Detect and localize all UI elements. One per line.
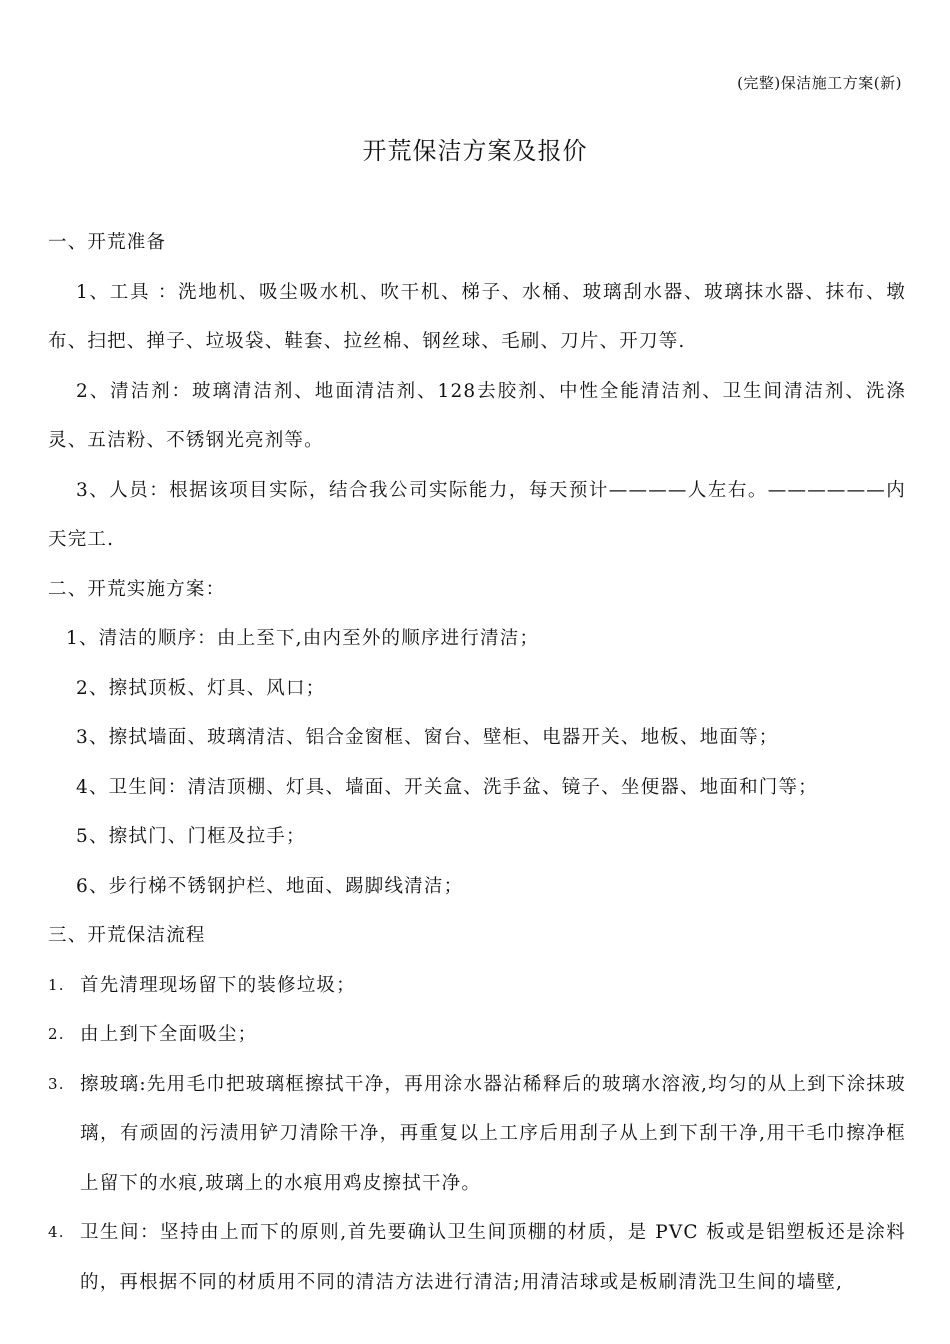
list-item: 6、步行梯不锈钢护栏、地面、踢脚线清洁； (76, 875, 464, 897)
list-item: 2、擦拭顶板、灯具、风口； (76, 677, 326, 699)
item-text: 卫生间：坚持由上而下的原则,首先要确认卫生间顶棚的材质，是 PVC 板或是铝塑板还是涂料的，再根据不同的材质用不同的清洁方法进行清洁;用清洁球或是板刷清洗卫生间的墙壁, (80, 1222, 906, 1293)
item-text: 由上到下全面吸尘； (80, 1024, 258, 1045)
numbered-item (48, 1010, 906, 1060)
section-heading-2: 二、开荒实施方案： (48, 578, 226, 600)
paragraph-staff: 3、人员：根据该项目实际，结合我公司实际能力，每天预计————人左右。——————内天完工. (48, 479, 906, 550)
item-number: 3. (48, 1074, 65, 1093)
item-text: 擦玻璃:先用毛巾把玻璃框擦拭干净，再用涂水器沾稀释后的玻璃水溶液,均匀的从上到下涂抹玻璃，有顽固的污渍用铲刀清除干净，再重复以上工序后用刮子从上到下刮干净,用干毛巾擦净框上留下的水痕,玻璃上的水痕用鸡皮擦拭干净。 (80, 1073, 906, 1194)
item-number: 4. (48, 1223, 65, 1241)
numbered-item (48, 1208, 906, 1307)
numbered-item (48, 961, 906, 1011)
section-heading-1: 一、开荒准备 (48, 232, 167, 253)
paragraph-tools: 1、工具 ：洗地机、吸尘吸水机、吹干机、梯子、水桶、玻璃刮水器、玻璃抹水器、抹布、墩布、扫把、掸子、垃圾袋、鞋套、拉丝棉、钢丝球、毛刷、刀片、开刀等. (48, 281, 906, 352)
document-body (48, 218, 906, 1307)
list-item: 5、擦拭门、门框及拉手； (76, 826, 306, 847)
list-item: 3、擦拭墙面、玻璃清洁、铝合金窗框、窗台、壁柜、电器开关、地板、地面等； (76, 727, 779, 748)
running-header: (完整)保洁施工方案(新) (737, 74, 902, 92)
list-item: 4、卫生间：清洁顶棚、灯具、墙面、开关盒、洗手盆、镜子、坐便器、地面和门等； (76, 776, 818, 798)
item-number: 1. (48, 975, 65, 994)
page-title: 开荒保洁方案及报价 (362, 137, 588, 165)
item-text: 首先清理现场留下的装修垃圾； (80, 974, 356, 996)
numbered-item (48, 1060, 906, 1209)
section-heading-3: 三、开荒保洁流程 (48, 925, 206, 946)
item-number: 2. (48, 1025, 65, 1043)
list-item: 1、清洁的顺序：由上至下,由内至外的顺序进行清洁； (66, 628, 540, 649)
paragraph-cleaners: 2、清洁剂：玻璃清洁剂、地面清洁剂、128去胶剂、中性全能清洁剂、卫生间清洁剂、洗涤灵、五洁粉、不锈钢光亮剂等。 (48, 380, 906, 451)
